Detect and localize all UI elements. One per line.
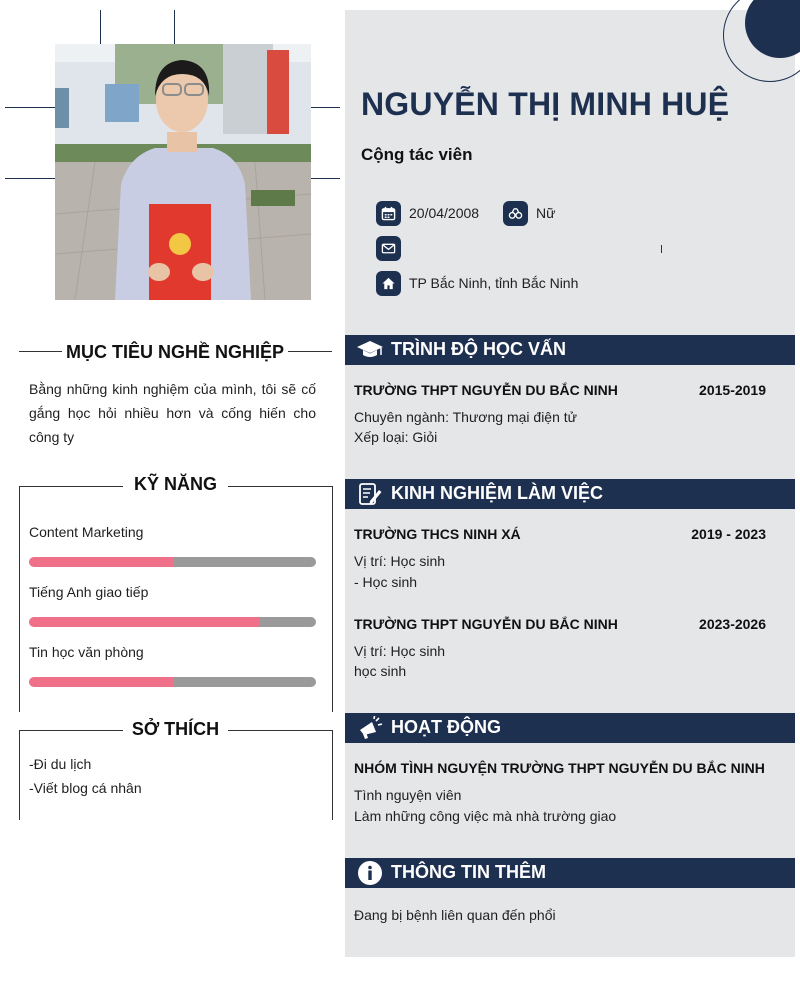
decorative-line xyxy=(5,107,55,108)
experience-title: KINH NGHIỆM LÀM VIỆC xyxy=(391,483,604,503)
profile-photo xyxy=(55,44,311,300)
experience-years: 2019 - 2023 xyxy=(691,526,766,542)
activity-name: NHÓM TÌNH NGUYỆN TRƯỜNG THPT NGUYỄN DU BẮC NINH xyxy=(354,760,765,776)
education-school: TRƯỜNG THPT NGUYỄN DU BẮC NINH xyxy=(354,382,618,398)
heading-rule xyxy=(19,351,62,352)
info-icon xyxy=(356,861,384,885)
graduation-cap-icon xyxy=(356,338,384,362)
education-major: Chuyên ngành: Thương mại điện tử xyxy=(354,409,578,425)
resume-edit-icon xyxy=(356,482,384,506)
skills-heading: KỸ NĂNG xyxy=(123,474,228,495)
birthdate: 20/04/2008 xyxy=(409,205,480,221)
additional-header xyxy=(345,858,795,888)
additional-text: Đang bị bệnh liên quan đến phổi xyxy=(354,907,556,923)
skill-label: Tiếng Anh giao tiếp xyxy=(29,584,149,600)
text-cursor xyxy=(661,245,662,253)
job-title: Cộng tác viên xyxy=(361,145,473,164)
calendar-icon xyxy=(376,201,401,226)
experience-place: TRƯỜNG THPT NGUYỄN DU BẮC NINH xyxy=(354,616,618,632)
skill-bar xyxy=(29,617,316,627)
home-icon xyxy=(376,271,401,296)
skill-bar xyxy=(29,557,316,567)
decorative-line xyxy=(311,178,340,179)
experience-detail: - Học sinh xyxy=(354,574,418,590)
gender: Nữ xyxy=(536,205,556,221)
hobbies-box xyxy=(19,730,333,820)
experience-header xyxy=(345,479,795,509)
education-years: 2015-2019 xyxy=(699,382,766,398)
hobby-item: -Đi du lịch xyxy=(29,756,92,772)
experience-position: Vị trí: Học sinh xyxy=(354,643,446,659)
skill-bar-fill xyxy=(29,677,173,687)
hobbies-heading: SỞ THÍCH xyxy=(123,719,228,740)
decorative-line xyxy=(100,10,101,44)
full-name: NGUYỄN THỊ MINH HUỆ xyxy=(361,86,730,122)
activities-title: HOẠT ĐỘNG xyxy=(391,717,501,737)
skill-label: Tin học văn phòng xyxy=(29,644,144,660)
address: TP Bắc Ninh, tỉnh Bắc Ninh xyxy=(409,275,579,291)
decorative-line xyxy=(311,107,340,108)
experience-position: Vị trí: Học sinh xyxy=(354,553,446,569)
activities-header xyxy=(345,713,795,743)
experience-detail: học sinh xyxy=(354,663,407,679)
heading-rule xyxy=(288,351,332,352)
gender-icon xyxy=(503,201,528,226)
experience-place: TRƯỜNG THCS NINH XÁ xyxy=(354,526,521,542)
decorative-line xyxy=(5,178,55,179)
megaphone-icon xyxy=(356,716,384,740)
hobby-item: -Viết blog cá nhân xyxy=(29,780,142,796)
skill-label: Content Marketing xyxy=(29,524,144,540)
additional-title: THÔNG TIN THÊM xyxy=(391,862,546,882)
objective-text: Bằng những kinh nghiệm của mình, tôi sẽ cố gắng học hỏi nhiều hơn và cống hiến cho công ty xyxy=(29,381,316,445)
experience-years: 2023-2026 xyxy=(699,616,766,632)
decorative-line xyxy=(174,10,175,44)
education-title: TRÌNH ĐỘ HỌC VẤN xyxy=(391,339,566,359)
skill-bar xyxy=(29,677,316,687)
education-grade: Xếp loại: Giỏi xyxy=(354,429,438,445)
objective-heading: MỤC TIÊU NGHỀ NGHIỆP xyxy=(65,342,284,362)
activity-role: Tình nguyện viên xyxy=(354,787,462,803)
education-header xyxy=(345,335,795,365)
activity-description: Làm những công việc mà nhà trường giao xyxy=(354,808,617,824)
skill-bar-fill xyxy=(29,557,173,567)
skill-bar-fill xyxy=(29,617,259,627)
email-icon xyxy=(376,236,401,261)
